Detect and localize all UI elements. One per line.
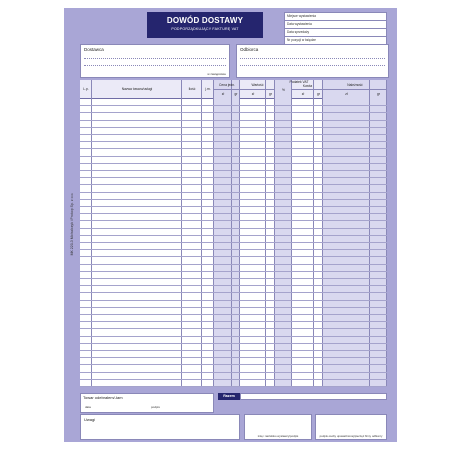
- table-row[interactable]: [80, 220, 387, 221]
- table-row[interactable]: [80, 242, 387, 243]
- header-total: Należność: [347, 83, 363, 87]
- table-row[interactable]: [80, 127, 387, 128]
- meta-fields: [284, 12, 387, 45]
- header-value-zl: zł: [251, 92, 255, 96]
- table-row[interactable]: [80, 300, 387, 301]
- header-lp: L.p.: [83, 87, 89, 91]
- received-signature-label: podpis: [151, 405, 160, 409]
- table-row[interactable]: [80, 120, 387, 121]
- table-row[interactable]: [80, 199, 387, 200]
- recipient-signature-caption: podpis osoby upoważnionej/pieczęć firmy odbiorcy: [319, 433, 383, 438]
- header-qty: Ilość: [188, 87, 196, 91]
- recipient-box[interactable]: [236, 44, 389, 78]
- header-unit: j.m.: [205, 87, 211, 91]
- header-vat-zl: zł: [301, 92, 305, 96]
- table-row[interactable]: [80, 350, 387, 351]
- ledger-number-field[interactable]: Nr pozycji w księdze: [284, 36, 387, 45]
- table-row[interactable]: [80, 177, 387, 178]
- header-price: Cena jedn.: [219, 83, 235, 87]
- header-vat-amount: Kwota: [302, 84, 313, 88]
- spine-text: MK 220-3 Michalczyk i Prokop Sp. z o.o.: [70, 192, 74, 256]
- header-value-gr: gr: [269, 92, 272, 96]
- received-label: Towar odebrałem/-łam: [83, 395, 123, 400]
- table-row[interactable]: [80, 170, 387, 171]
- table-row[interactable]: [80, 235, 387, 236]
- total-cells[interactable]: [240, 393, 387, 400]
- table-row[interactable]: [80, 271, 387, 272]
- printer-imprint: [67, 172, 75, 282]
- items-table: [80, 80, 387, 387]
- table-row[interactable]: [80, 343, 387, 344]
- table-row[interactable]: [80, 163, 387, 164]
- document-subtitle: PODPORZĄDKUJĄCY FAKTURĘ VAT: [171, 27, 239, 31]
- table-row[interactable]: [80, 278, 387, 279]
- total-label: Razem: [218, 393, 240, 400]
- table-row[interactable]: [80, 148, 387, 149]
- table-row[interactable]: [80, 184, 387, 185]
- table-row[interactable]: [80, 292, 387, 293]
- sale-date-field[interactable]: Data sprzedaży: [284, 28, 387, 36]
- table-row[interactable]: [80, 321, 387, 322]
- supplier-note: w zastępstwie: [207, 72, 226, 76]
- document-title: DOWÓD DOSTAWY: [166, 16, 244, 25]
- header-vat-gr: gr: [317, 92, 320, 96]
- table-row[interactable]: [80, 364, 387, 365]
- recipient-label: Odbiorca: [240, 47, 259, 52]
- table-row[interactable]: [80, 134, 387, 135]
- table-row[interactable]: [80, 328, 387, 329]
- table-row[interactable]: [80, 264, 387, 265]
- table-row[interactable]: [80, 105, 387, 106]
- table-row[interactable]: [80, 156, 387, 157]
- table-row[interactable]: [80, 357, 387, 358]
- table-row[interactable]: [80, 256, 387, 257]
- issue-date-field[interactable]: Data wystawienia: [284, 20, 387, 28]
- header-price-gr: gr: [234, 92, 238, 96]
- supplier-box[interactable]: [80, 44, 230, 78]
- table-row[interactable]: [80, 213, 387, 214]
- remarks-box[interactable]: [80, 414, 240, 440]
- table-row[interactable]: [80, 228, 387, 229]
- table-row[interactable]: [80, 314, 387, 315]
- table-row[interactable]: [80, 112, 387, 113]
- header-name: Nazwa towaru/usługi: [121, 87, 153, 91]
- header-price-zl: zł: [221, 92, 225, 96]
- table-row[interactable]: [80, 307, 387, 308]
- issue-place-field[interactable]: Miejsce wystawienia: [284, 12, 387, 20]
- table-row[interactable]: [80, 379, 387, 380]
- remarks-label: Uwagi: [84, 417, 96, 422]
- header-total-zl: zł: [345, 92, 348, 96]
- supplier-label: Dostawca: [84, 47, 104, 52]
- received-box[interactable]: [80, 393, 214, 413]
- table-row[interactable]: [80, 192, 387, 193]
- header-total-gr: gr: [377, 92, 380, 96]
- issuer-signature-box[interactable]: [244, 414, 312, 440]
- table-row[interactable]: [80, 336, 387, 337]
- table-row[interactable]: [80, 249, 387, 250]
- table-row[interactable]: [80, 386, 387, 387]
- issuer-signature-caption: imię i nazwisko wystawcy/podpis: [257, 433, 299, 438]
- table-row[interactable]: [80, 141, 387, 142]
- table-row[interactable]: [80, 285, 387, 286]
- header-vat-group: Podatek VAT: [289, 80, 309, 84]
- table-row[interactable]: [80, 206, 387, 207]
- recipient-signature-box[interactable]: [315, 414, 387, 440]
- header-vat-rate: %: [282, 88, 285, 92]
- table-row[interactable]: [80, 372, 387, 373]
- header-value: Wartość: [251, 83, 264, 87]
- received-date-label: data: [85, 405, 91, 409]
- title-banner: [147, 12, 263, 38]
